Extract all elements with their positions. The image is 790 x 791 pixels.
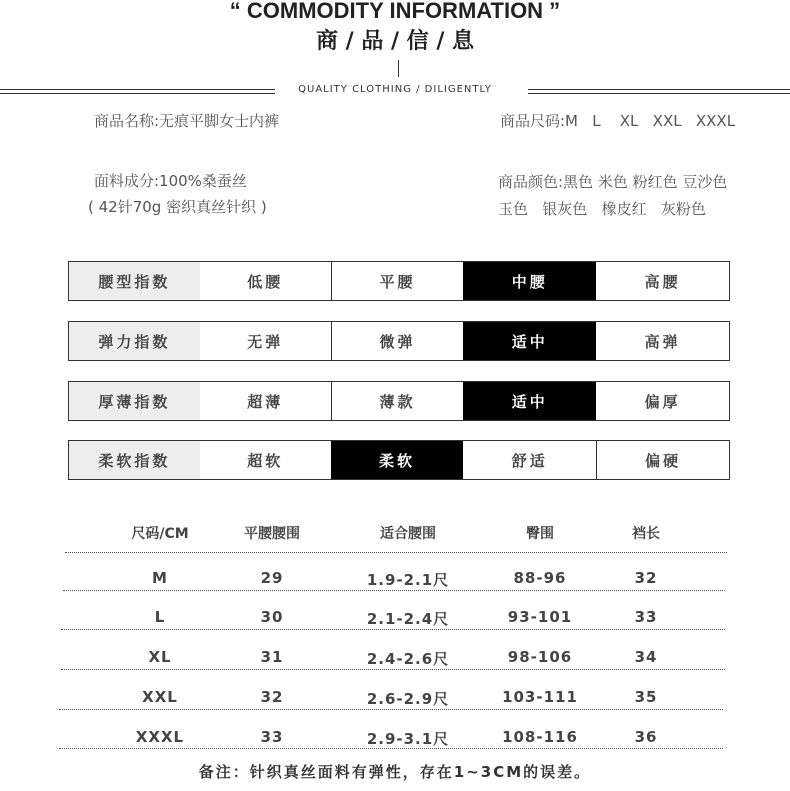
product-colors-line2: 玉色 银灰色 橡皮红 灰粉色 [498, 200, 706, 218]
product-sizes: 商品尺码:M L XL XXL XXXL [500, 112, 736, 130]
size-table-header: 臀围 [526, 526, 554, 542]
index-option: 高腰 [644, 272, 681, 291]
product-colors-line1: 商品颜色:黑色 米色 粉红色 豆沙色 [498, 173, 728, 191]
size-table-cell: 33 [260, 728, 284, 746]
index-label: 柔软指数 [69, 441, 200, 479]
size-table-cell: M [152, 569, 168, 587]
size-table-cell: 2.6-2.9尺 [366, 690, 450, 708]
row-divider [61, 669, 725, 670]
row-divider [59, 709, 723, 710]
index-option: 适中 [463, 382, 596, 420]
title-divider [398, 60, 399, 77]
footnote: 备注：针织真丝面料有弹性，存在1~3CM的误差。 [198, 763, 592, 781]
index-option: 偏硬 [596, 441, 729, 479]
index-label: 弹力指数 [69, 322, 200, 360]
row-divider [61, 629, 725, 630]
index-row [68, 261, 730, 301]
index-option: 柔软 [331, 441, 464, 479]
size-table-cell: 31 [260, 648, 284, 666]
index-option: 高弹 [644, 332, 681, 351]
size-table-cell: 98-106 [507, 648, 573, 666]
size-table-cell: L [154, 608, 166, 626]
index-option: 超薄 [247, 392, 284, 411]
index-label: 腰型指数 [69, 262, 200, 300]
size-table-cell: 33 [634, 608, 658, 626]
index-option: 适中 [463, 322, 596, 360]
size-table-cell: 32 [260, 688, 284, 706]
size-table-cell: 103-111 [502, 688, 578, 706]
size-table-cell: 32 [634, 569, 658, 587]
title-chinese: 商 / 品 / 信 / 息 [315, 29, 475, 54]
size-table-cell: XXL [142, 688, 178, 706]
index-row [68, 321, 730, 361]
index-row [68, 440, 730, 480]
index-option: 低腰 [247, 272, 284, 291]
size-table-cell: 2.4-2.6尺 [366, 650, 450, 668]
size-table-cell: 36 [634, 728, 658, 746]
size-table-cell: XL [148, 648, 172, 666]
index-option: 平腰 [331, 262, 464, 300]
size-table-cell: XXXL [135, 728, 185, 746]
size-table-cell: 93-101 [507, 608, 573, 626]
size-table-cell: 30 [260, 608, 284, 626]
index-label: 厚薄指数 [69, 382, 200, 420]
row-divider [63, 590, 725, 591]
index-option: 微弹 [331, 322, 464, 360]
size-table-cell: 108-116 [502, 728, 578, 746]
product-fabric: 面料成分:100%桑蚕丝 [94, 172, 247, 190]
row-divider [65, 552, 727, 553]
index-row [68, 381, 730, 421]
index-option: 薄款 [331, 382, 464, 420]
size-table-header: 裆长 [632, 526, 660, 542]
product-fabric-detail: ( 42针70g 密织真丝针织 ) [88, 198, 267, 216]
size-table-header: 尺码/CM [131, 526, 189, 542]
index-option: 无弹 [247, 332, 284, 351]
size-table-header: 适合腰围 [380, 526, 436, 542]
index-option: 中腰 [463, 262, 596, 300]
index-option: 舒适 [511, 451, 548, 470]
size-table-cell: 88-96 [513, 569, 567, 587]
size-table-cell: 29 [260, 569, 284, 587]
tagline: QUALITY CLOTHING / DILIGENTLY [298, 84, 492, 95]
index-option: 偏厚 [644, 392, 681, 411]
size-table-cell: 2.9-3.1尺 [366, 730, 450, 748]
index-option: 超软 [247, 451, 284, 470]
size-table-cell: 1.9-2.1尺 [366, 571, 450, 589]
size-table-cell: 34 [634, 648, 658, 666]
size-table-cell: 2.1-2.4尺 [366, 610, 450, 628]
size-table-cell: 35 [634, 688, 658, 706]
title-english: “ COMMODITY INFORMATION ” [229, 0, 561, 23]
product-name: 商品名称:无痕平脚女士内裤 [94, 112, 280, 130]
size-table-header: 平腰腰围 [244, 526, 300, 542]
